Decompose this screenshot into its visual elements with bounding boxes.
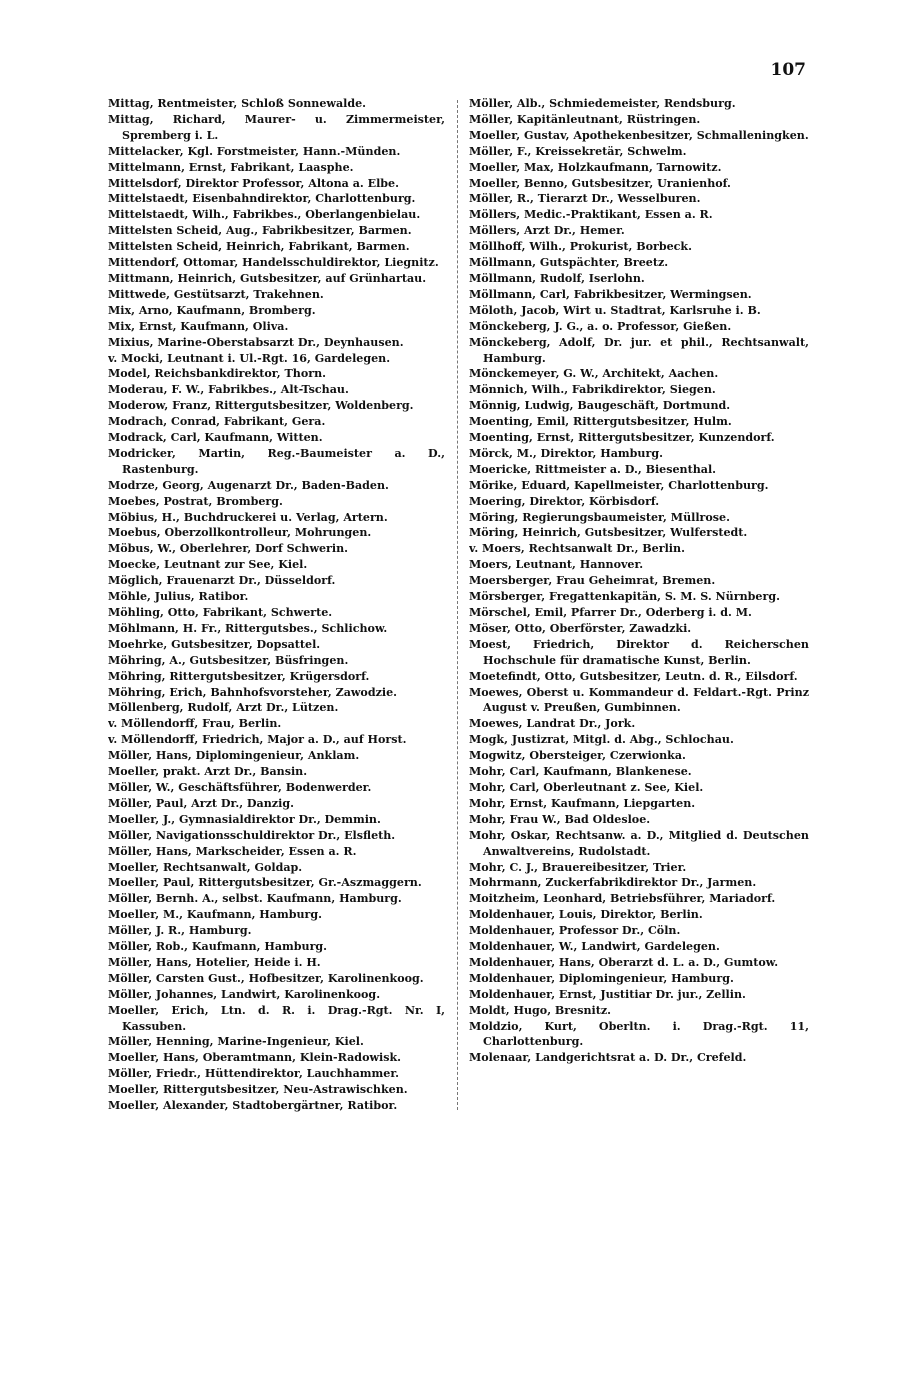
- directory-entry: Modrze, Georg, Augenarzt Dr., Baden-Baden.: [108, 478, 389, 492]
- directory-entry: Möller, Navigationsschuldirektor Dr., Elsfleth.: [108, 828, 396, 842]
- directory-entry: Moldenhauer, W., Landwirt, Gardelegen.: [469, 940, 720, 954]
- directory-entry: Möhring, Erich, Bahnhofsvorsteher, Zawodzie.: [108, 685, 398, 699]
- directory-entry: Mittwede, Gestütsarzt, Trakehnen.: [108, 287, 324, 301]
- directory-entry: Möbius, H., Buchdruckerei u. Verlag, Artern.: [108, 510, 388, 524]
- directory-entry: Möllmann, Rudolf, Iserlohn.: [469, 271, 645, 285]
- directory-entry: Möloth, Jacob, Wirt u. Stadtrat, Karlsruhe i. B.: [469, 303, 761, 317]
- directory-entry: Modricker, Martin, Reg.-Baumeister a. D., Rastenburg.: [108, 446, 445, 476]
- directory-entry: Möller, Hans, Hotelier, Heide i. H.: [108, 955, 321, 969]
- directory-entry: Moeller, Rechtsanwalt, Goldap.: [108, 860, 303, 874]
- directory-entry: Möllenberg, Rudolf, Arzt Dr., Lützen.: [108, 701, 339, 715]
- directory-entry: Moebus, Oberzollkontrolleur, Mohrungen.: [108, 526, 372, 540]
- directory-entry: Möller, J. R., Hamburg.: [108, 924, 252, 938]
- directory-entry: Mittelsdorf, Direktor Professor, Altona a. Elbe.: [108, 176, 399, 190]
- directory-entry: Moebes, Postrat, Bromberg.: [108, 494, 283, 508]
- directory-entry: Möllers, Arzt Dr., Hemer.: [469, 224, 625, 238]
- directory-entry: Mörck, M., Direktor, Hamburg.: [469, 446, 663, 460]
- directory-entry: Möhring, Rittergutsbesitzer, Krügersdorf.: [108, 669, 370, 683]
- directory-entry: Mittmann, Heinrich, Gutsbesitzer, auf Grünhartau.: [108, 271, 427, 285]
- directory-entry: Mix, Ernst, Kaufmann, Oliva.: [108, 319, 289, 333]
- directory-entry: Mohr, C. J., Brauereibesitzer, Trier.: [469, 860, 687, 874]
- directory-entry: Moersberger, Frau Geheimrat, Bremen.: [469, 574, 716, 588]
- directory-entry: Möller, Friedr., Hüttendirektor, Lauchhammer.: [108, 1067, 400, 1081]
- directory-entry: Mohrmann, Zuckerfabrikdirektor Dr., Jarmen.: [469, 876, 757, 890]
- directory-entry: Mittelstaedt, Wilh., Fabrikbes., Oberlangenbielau.: [108, 208, 421, 222]
- directory-entry: Mohr, Carl, Kaufmann, Blankenese.: [469, 765, 692, 779]
- directory-entry: Moldt, Hugo, Bresnitz.: [469, 1003, 612, 1017]
- directory-entry: Moeller, Hans, Oberamtmann, Klein-Radowisk.: [108, 1051, 402, 1065]
- directory-entry: Mogwitz, Obersteiger, Czerwionka.: [469, 749, 686, 763]
- directory-entry: Moeller, Erich, Ltn. d. R. i. Drag.-Rgt. Nr. I, Kassuben.: [108, 1003, 445, 1033]
- directory-entry: Möser, Otto, Oberförster, Zawadzki.: [469, 621, 692, 635]
- directory-entry: Mixius, Marine-Oberstabsarzt Dr., Deynhausen.: [108, 335, 404, 349]
- directory-entry: Moericke, Rittmeister a. D., Biesenthal.: [469, 462, 717, 476]
- directory-entry: Moenting, Ernst, Rittergutsbesitzer, Kunzendorf.: [469, 431, 775, 445]
- directory-entry: Mittendorf, Ottomar, Handelsschuldirektor, Liegnitz.: [108, 256, 439, 270]
- directory-entry: Moeller, Rittergutsbesitzer, Neu-Astrawischken.: [108, 1083, 408, 1097]
- directory-entry: Möller, Paul, Arzt Dr., Danzig.: [108, 796, 294, 810]
- directory-entry: Möller, Hans, Markscheider, Essen a. R.: [108, 844, 357, 858]
- directory-entry: Mohr, Frau W., Bad Oldesloe.: [469, 812, 651, 826]
- directory-entry: Molenaar, Landgerichtsrat a. D. Dr., Crefeld.: [469, 1051, 747, 1065]
- directory-entry: Moeller, Paul, Rittergutsbesitzer, Gr.-Aszmaggern.: [108, 876, 422, 890]
- directory-entry: Mönnich, Wilh., Fabrikdirektor, Siegen.: [469, 383, 716, 397]
- directory-entry: Möllhoff, Wilh., Prokurist, Borbeck.: [469, 240, 692, 254]
- directory-entry: Modrach, Conrad, Fabrikant, Gera.: [108, 415, 326, 429]
- directory-entry: Moeller, prakt. Arzt Dr., Bansin.: [108, 765, 308, 779]
- directory-entry: Mönckemeyer, G. W., Architekt, Aachen.: [469, 367, 719, 381]
- directory-entry: Möring, Heinrich, Gutsbesitzer, Wulferstedt.: [469, 526, 748, 540]
- directory-entry: Moenting, Emil, Rittergutsbesitzer, Hulm.: [469, 415, 732, 429]
- directory-entry: Moehrke, Gutsbesitzer, Dopsattel.: [108, 637, 321, 651]
- directory-entry: Moderow, Franz, Rittergutsbesitzer, Woldenberg.: [108, 399, 414, 413]
- directory-entry: Möller, Kapitänleutnant, Rüstringen.: [469, 112, 701, 126]
- directory-entry: Möllmann, Gutspächter, Breetz.: [469, 256, 669, 270]
- directory-entry: Möller, F., Kreissekretär, Schwelm.: [469, 144, 687, 158]
- directory-entry: Mittag, Rentmeister, Schloß Sonnewalde.: [108, 97, 367, 110]
- directory-entry: Moers, Leutnant, Hannover.: [469, 558, 644, 572]
- directory-entry: Möhle, Julius, Ratibor.: [108, 590, 249, 604]
- directory-entry: Mittelmann, Ernst, Fabrikant, Laasphe.: [108, 160, 354, 174]
- directory-entry: Möller, Alb., Schmiedemeister, Rendsburg.: [469, 97, 736, 110]
- directory-entry: Moldenhauer, Ernst, Justitiar Dr. jur., Zellin.: [469, 987, 746, 1001]
- directory-entry: Möhlmann, H. Fr., Rittergutsbes., Schlichow.: [108, 621, 388, 635]
- directory-entry: Moldzio, Kurt, Oberltn. i. Drag.-Rgt. 11, Charlottenburg.: [469, 1019, 809, 1049]
- directory-entry: Mönckeberg, Adolf, Dr. jur. et phil., Rechtsanwalt, Hamburg.: [469, 335, 809, 365]
- directory-entry: Moldenhauer, Professor Dr., Cöln.: [469, 924, 681, 938]
- directory-entry: Moeller, Gustav, Apothekenbesitzer, Schmalleningken.: [469, 128, 809, 142]
- directory-entry: Möller, Henning, Marine-Ingenieur, Kiel.: [108, 1035, 364, 1049]
- directory-entry: Moderau, F. W., Fabrikbes., Alt-Tschau.: [108, 383, 349, 397]
- directory-entry: Mittag, Richard, Maurer- u. Zimmermeister, Spremberg i. L.: [108, 112, 445, 142]
- directory-entry: Möller, W., Geschäftsführer, Bodenwerder.: [108, 780, 372, 794]
- directory-entry: Mönnig, Ludwig, Baugeschäft, Dortmund.: [469, 399, 731, 413]
- directory-entry: Moeller, J., Gymnasialdirektor Dr., Demmin.: [108, 812, 381, 826]
- directory-entry: Moitzheim, Leonhard, Betriebsführer, Mariadorf.: [469, 892, 776, 906]
- directory-entry: Moecke, Leutnant zur See, Kiel.: [108, 558, 308, 572]
- directory-entry: Moeller, M., Kaufmann, Hamburg.: [108, 908, 322, 922]
- directory-entry: Mittelsten Scheid, Heinrich, Fabrikant, Barmen.: [108, 240, 410, 254]
- directory-entry: Mix, Arno, Kaufmann, Bromberg.: [108, 303, 316, 317]
- page-number: 107: [770, 60, 806, 80]
- directory-entry: Mörsberger, Fregattenkapitän, S. M. S. Nürnberg.: [469, 590, 780, 604]
- directory-entry: Moldenhauer, Hans, Oberarzt d. L. a. D., Gumtow.: [469, 955, 779, 969]
- directory-entry: Model, Reichsbankdirektor, Thorn.: [108, 367, 327, 381]
- directory-entry: Moering, Direktor, Körbisdorf.: [469, 494, 660, 508]
- directory-entry: v. Mocki, Leutnant i. Ul.-Rgt. 16, Gardelegen.: [108, 351, 391, 365]
- directory-entry: Moest, Friedrich, Direktor d. Reicherschen Hochschule für dramatische Kunst, Berlin.: [469, 637, 809, 667]
- directory-entry: Mohr, Ernst, Kaufmann, Liepgarten.: [469, 796, 696, 810]
- directory-entry: Moeller, Alexander, Stadtobergärtner, Ratibor.: [108, 1099, 398, 1113]
- directory-entry: Mohr, Carl, Oberleutnant z. See, Kiel.: [469, 780, 704, 794]
- directory-entry: Moeller, Max, Holzkaufmann, Tarnowitz.: [469, 160, 722, 174]
- directory-entry: Mittelstaedt, Eisenbahndirektor, Charlottenburg.: [108, 192, 416, 206]
- directory-entry: Mörschel, Emil, Pfarrer Dr., Oderberg i. d. M.: [469, 606, 752, 619]
- directory-entry: Moewes, Landrat Dr., Jork.: [469, 717, 636, 731]
- directory-entry: Mohr, Oskar, Rechtsanw. a. D., Mitglied d. Deutschen Anwaltvereins, Rudolstadt.: [469, 828, 809, 858]
- directory-entry: Möller, Rob., Kaufmann, Hamburg.: [108, 940, 328, 954]
- directory-entry: Moeller, Benno, Gutsbesitzer, Uranienhof.: [469, 176, 731, 190]
- directory-entry: Mogk, Justizrat, Mitgl. d. Abg., Schlochau.: [469, 733, 734, 747]
- directory-entry: Möller, Bernh. A., selbst. Kaufmann, Hamburg.: [108, 892, 402, 906]
- directory-entry: Moldenhauer, Louis, Direktor, Berlin.: [469, 908, 703, 922]
- directory-entry: v. Möllendorff, Frau, Berlin.: [108, 717, 282, 731]
- directory-entry: Modrack, Carl, Kaufmann, Witten.: [108, 431, 323, 445]
- directory-entry: v. Möllendorff, Friedrich, Major a. D., auf Horst.: [108, 733, 407, 747]
- directory-entry: Möller, Johannes, Landwirt, Karolinenkoog.: [108, 987, 381, 1001]
- directory-entry: Möller, R., Tierarzt Dr., Wesselburen.: [469, 192, 701, 206]
- left-column: [108, 96, 445, 1114]
- directory-entry: Möhling, Otto, Fabrikant, Schwerte.: [108, 606, 333, 619]
- directory-entry: Mörike, Eduard, Kapellmeister, Charlottenburg.: [469, 478, 769, 492]
- right-column: [469, 96, 809, 1066]
- directory-entry: Moldenhauer, Diplomingenieur, Hamburg.: [469, 971, 734, 985]
- directory-entry: Möring, Regierungsbaumeister, Müllrose.: [469, 510, 730, 524]
- directory-entry: v. Moers, Rechtsanwalt Dr., Berlin.: [469, 542, 685, 556]
- column-divider: [457, 100, 458, 1110]
- directory-entry: Möhring, A., Gutsbesitzer, Büsfringen.: [108, 653, 349, 667]
- directory-entry: Moewes, Oberst u. Kommandeur d. Feldart.-Rgt. Prinz August v. Preußen, Gumbinnen.: [469, 685, 809, 715]
- directory-entry: Moetefindt, Otto, Gutsbesitzer, Leutn. d. R., Eilsdorf.: [469, 669, 798, 683]
- directory-entry: Mittelacker, Kgl. Forstmeister, Hann.-Münden.: [108, 144, 401, 158]
- directory-entry: Mittelsten Scheid, Aug., Fabrikbesitzer, Barmen.: [108, 224, 412, 238]
- directory-entry: Möllmann, Carl, Fabrikbesitzer, Wermingsen.: [469, 287, 752, 301]
- directory-entry: Möglich, Frauenarzt Dr., Düsseldorf.: [108, 574, 336, 588]
- directory-entry: Möllers, Medic.-Praktikant, Essen a. R.: [469, 208, 713, 222]
- directory-entry: Mönckeberg, J. G., a. o. Professor, Gießen.: [469, 319, 732, 333]
- directory-entry: Möbus, W., Oberlehrer, Dorf Schwerin.: [108, 542, 349, 556]
- directory-entry: Möller, Hans, Diplomingenieur, Anklam.: [108, 749, 360, 763]
- directory-entry: Möller, Carsten Gust., Hofbesitzer, Karolinenkoog.: [108, 971, 424, 985]
